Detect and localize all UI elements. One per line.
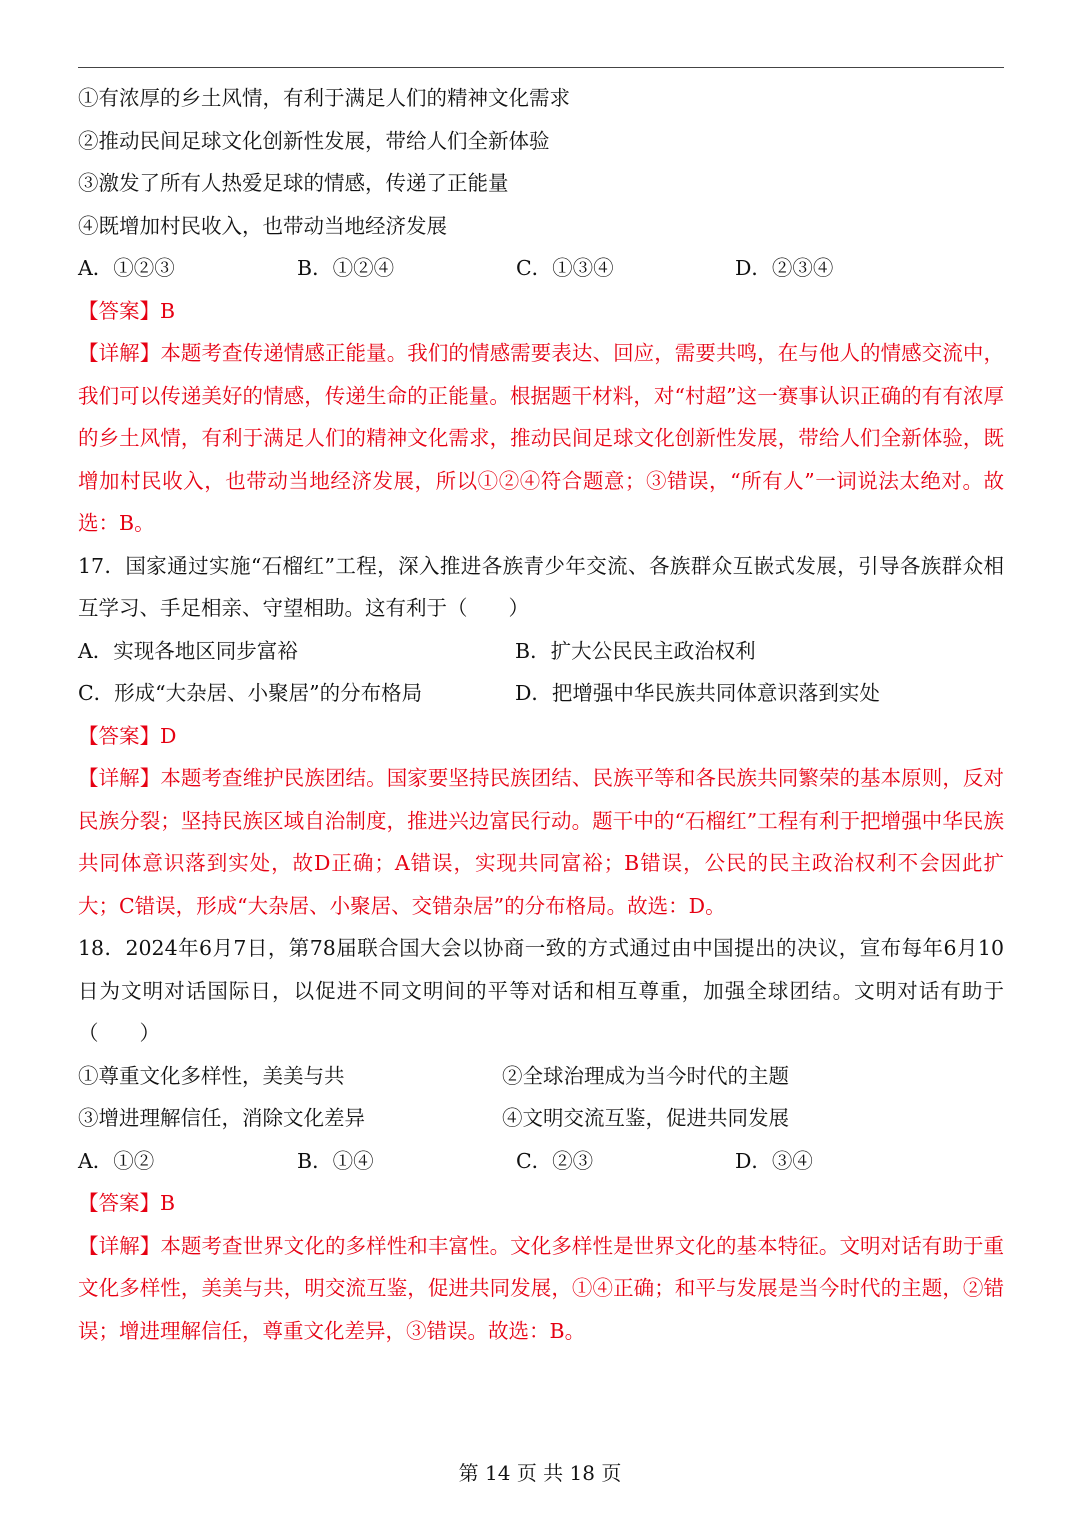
q18-statement-2: ②全球治理成为当今时代的主题 [502, 1063, 789, 1088]
q17-answer: 【答案】D [78, 723, 177, 748]
header-rule [78, 67, 1004, 68]
q17-option-d: D．把增强中华民族共同体意识落到实处 [515, 681, 880, 705]
q18-options [78, 1140, 1004, 1183]
q18-statements-row-1 [78, 1055, 1004, 1098]
q18-option-a: A．①② [78, 1148, 155, 1173]
page-content [78, 77, 1004, 1352]
q16-statement-3: ③激发了所有人热爱足球的情感，传递了正能量 [78, 171, 509, 195]
q18-statement-3: ③增进理解信任，消除文化差异 [78, 1106, 365, 1130]
page-number-footer: 第 14 页 共 18 页 [458, 1461, 622, 1485]
q16-option-d: D．②③④ [735, 256, 834, 280]
q18-stem: 18．2024年6月7日，第78届联合国大会以协商一致的方式通过由中国提出的决议，宣布每年6月10日为文明对话国际日，以促进不同文明间的平等对话和相互尊重，加强全球团结。文明对话有助于（ ） [78, 936, 1004, 1045]
q16-statement-2: ②推动民间足球文化创新性发展，带给人们全新体验 [78, 128, 550, 153]
q16-statement-4: ④既增加村民收入，也带动当地经济发展 [78, 213, 447, 238]
q18-analysis: 【详解】本题考查世界文化的多样性和丰富性。文化多样性是世界文化的基本特征。文明对话有助于重文化多样性，美美与共，明交流互鉴，促进共同发展，①④正确；和平与发展是当今时代的主题，②错误；增进理解信任，尊重文化差异，③错误。故选：B。 [78, 1233, 1004, 1343]
q16-answer: 【答案】B [78, 298, 176, 323]
q16-options [78, 247, 1004, 290]
q18-option-b: B．①④ [297, 1148, 374, 1173]
q16-option-c: C．①③④ [516, 256, 614, 280]
q18-statement-1: ①尊重文化多样性，美美与共 [78, 1063, 345, 1088]
q18-statement-4: ④文明交流互鉴，促进共同发展 [502, 1106, 789, 1130]
q18-statements-row-2 [78, 1097, 1004, 1140]
q17-analysis: 【详解】本题考查维护民族团结。国家要坚持民族团结、民族平等和各民族共同繁荣的基本原则，反对民族分裂；坚持民族区域自治制度，推进兴边富民行动。题干中的“石榴红”工程有利于把增强中华民族共同体意识落到实处，故D正确；A错误，实现共同富裕；B错误，公民的民主政治权利不会因此扩大；C错误，形成“大杂居、小聚居、交错杂居”的分布格局。故选：D。 [78, 766, 1004, 918]
q16-statement-1: ①有浓厚的乡土风情，有利于满足人们的精神文化需求 [78, 86, 570, 110]
q16-option-b: B．①②④ [297, 256, 395, 280]
q17-options-row-2 [78, 672, 1004, 715]
q16-option-a: A．①②③ [78, 256, 175, 280]
q17-option-b: B．扩大公民民主政治权利 [515, 638, 756, 663]
q18-answer: 【答案】B [78, 1191, 176, 1215]
q18-option-d: D．③④ [735, 1148, 813, 1173]
q17-option-a: A．实现各地区同步富裕 [78, 638, 298, 663]
q17-option-c: C．形成“大杂居、小聚居”的分布格局 [78, 681, 423, 705]
q17-stem: 17．国家通过实施“石榴红”工程，深入推进各族青少年交流、各族群众互嵌式发展，引导各族群众相互学习、手足相亲、守望相助。这有利于（ ） [78, 553, 1004, 620]
q16-analysis: 【详解】本题考查传递情感正能量。我们的情感需要表达、回应，需要共鸣，在与他人的情感交流中，我们可以传递美好的情感，传递生命的正能量。根据题干材料，对“村超”这一赛事认识正确的有有浓厚的乡土风情，有利于满足人们的精神文化需求，推动民间足球文化创新性发展，带给人们全新体验，既增加村民收入，也带动当地经济发展，所以①②④符合题意；③错误，“所有人”一词说法太绝对。故选：B。 [78, 341, 1004, 535]
q17-options-row-1 [78, 630, 1004, 673]
q18-option-c: C．②③ [516, 1148, 594, 1173]
